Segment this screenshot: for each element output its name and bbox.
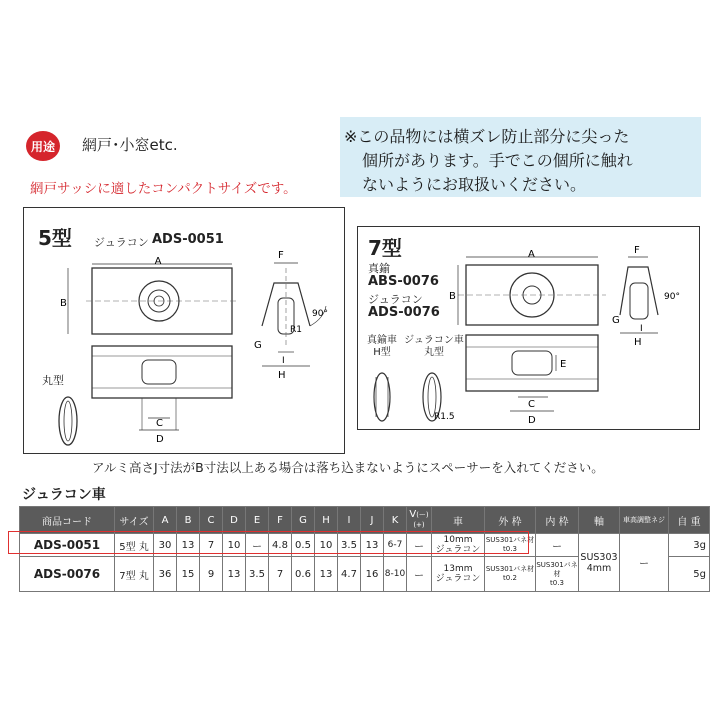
th-adj: 車高調整ネジ	[620, 507, 669, 534]
th-c: C	[200, 507, 223, 534]
dim7-r-label: R1.5	[434, 412, 455, 422]
dim-b-label: B	[60, 298, 67, 309]
row1-i: 3.5	[338, 534, 361, 557]
row2-v: ー	[407, 557, 432, 592]
th-outer: 外 枠	[485, 507, 536, 534]
usage-badge: 用途	[26, 131, 60, 161]
adj-cell: ー	[620, 534, 669, 592]
row1-h: 10	[315, 534, 338, 557]
row2-wheel-mat: ジュラコン	[435, 574, 481, 584]
shaft-cell	[579, 534, 620, 592]
dim7-angle-label: 90°	[664, 292, 680, 302]
row1-outer-t: t0.3	[503, 545, 517, 553]
wheel-round-line2: 丸型	[424, 347, 444, 358]
row1-d: 10	[223, 534, 246, 557]
dim7-i-label: I	[640, 324, 643, 334]
row1-k: 6-7	[384, 534, 407, 557]
dim7-h-label: H	[634, 337, 642, 348]
th-d: D	[223, 507, 246, 534]
dim-angle-label: 90°	[312, 309, 328, 319]
type7-line2: ジュラコン	[368, 293, 423, 306]
row2-outer	[485, 557, 536, 592]
row2-i: 4.7	[338, 557, 361, 592]
row1-j: 13	[361, 534, 384, 557]
th-wheel: 車	[432, 507, 485, 534]
row2-wheel-size: 13mm	[443, 564, 473, 574]
dim7-c-label: C	[528, 399, 535, 410]
dim-f-label: F	[278, 250, 284, 261]
th-v-top: (ー)	[416, 511, 429, 519]
warning-line-1: ※この品物には横ズレ防止部分に尖った	[344, 127, 630, 146]
row2-inner-t: t0.3	[550, 578, 564, 587]
th-h: H	[315, 507, 338, 534]
row2-c: 9	[200, 557, 223, 592]
th-b: B	[177, 507, 200, 534]
round-label: 丸型	[42, 374, 64, 387]
type7-code1: ABS-0076	[368, 274, 439, 289]
type7-title: 7型	[368, 236, 402, 260]
row2-b: 15	[177, 557, 200, 592]
warning-line-3: ないようにお取扱いください。	[362, 175, 587, 194]
th-g: G	[292, 507, 315, 534]
row1-inner: ー	[536, 534, 579, 557]
dim-r1-label: R1	[290, 325, 302, 335]
th-shaft: 軸	[579, 507, 620, 534]
row1-e: ー	[246, 534, 269, 557]
row1-g: 0.5	[292, 534, 315, 557]
diagram-type5	[23, 207, 345, 454]
shaft-size: 4mm	[586, 562, 612, 574]
dim-d-label: D	[156, 434, 164, 445]
type7-code2: ADS-0076	[368, 305, 440, 320]
dim-g-label: G	[254, 340, 262, 351]
type5-subtitle: ジュラコン	[94, 236, 149, 249]
row2-a: 36	[154, 557, 177, 592]
th-v	[407, 507, 432, 534]
diagram-type7	[357, 226, 700, 430]
row1-weight: 3g	[669, 534, 710, 557]
row1-f: 4.8	[269, 534, 292, 557]
type5-code: ADS-0051	[152, 232, 224, 247]
type7-end-view	[620, 267, 658, 315]
row2-h: 13	[315, 557, 338, 592]
row2-inner	[536, 557, 579, 592]
row1-wheel-mat: ジュラコン	[435, 545, 481, 555]
dim7-b-label: B	[449, 291, 456, 302]
row1-wheel-size: 10mm	[443, 535, 473, 545]
th-inner: 内 枠	[536, 507, 579, 534]
highlight-row-frame	[8, 531, 529, 554]
dim7-d-label: D	[528, 415, 536, 426]
row2-d: 13	[223, 557, 246, 592]
row2-g: 0.6	[292, 557, 315, 592]
row2-e: 3.5	[246, 557, 269, 592]
h-wheel-icon	[374, 373, 390, 421]
th-a: A	[154, 507, 177, 534]
row1-c: 7	[200, 534, 223, 557]
th-i: I	[338, 507, 361, 534]
row1-outer-mat: SUS301バネ材	[485, 536, 535, 544]
th-weight: 自 重	[669, 507, 710, 534]
row1-b: 13	[177, 534, 200, 557]
round-wheel-icon	[59, 397, 77, 445]
row1-a: 30	[154, 534, 177, 557]
th-size: サイズ	[115, 507, 154, 534]
th-v-label: V	[409, 509, 417, 520]
dim7-a-label: A	[528, 249, 535, 260]
row2-outer-t: t0.2	[503, 574, 517, 582]
row2-outer-mat: SUS301バネ材	[485, 565, 535, 573]
row2-size: 7型 丸	[115, 557, 154, 592]
usage-text: 網戸･小窓etc.	[82, 136, 178, 154]
warning-box	[340, 117, 701, 197]
row2-j: 16	[361, 557, 384, 592]
th-e: E	[246, 507, 269, 534]
th-j: J	[361, 507, 384, 534]
dim7-e-label: E	[560, 359, 567, 370]
row2-weight: 5g	[669, 557, 710, 592]
type5-side-view	[92, 346, 232, 398]
warning-line-2: 個所があります。手でこの個所に触れ	[362, 151, 633, 170]
dim-c-label: C	[156, 418, 163, 429]
th-v-bot: (+)	[413, 521, 425, 529]
wheel-h-line1: 真鍮車	[367, 335, 397, 346]
th-f: F	[269, 507, 292, 534]
red-note: 網戸サッシに適したコンパクトサイズです。	[30, 181, 297, 197]
dim7-g-label: G	[612, 315, 620, 326]
wheel-h-line2: H型	[373, 347, 391, 358]
row1-code: ADS-0051	[20, 534, 115, 557]
row2-code: ADS-0076	[20, 557, 115, 592]
table-header-row	[20, 507, 710, 534]
type5-title: 5型	[38, 226, 72, 250]
wheel-round-line1: ジュラコン車	[404, 335, 464, 346]
dim-h-label: H	[278, 370, 286, 381]
type7-line1: 真鍮	[368, 262, 390, 275]
row1-v: ー	[407, 534, 432, 557]
row2-k: 8-10	[384, 557, 407, 592]
dim-i-label: I	[282, 356, 285, 366]
spacer-note: アルミ高さJ寸法がB寸法以上ある場合は落ち込まないようにスペーサーを入れてください。	[92, 460, 604, 475]
shaft-mat: SUS303	[580, 551, 618, 563]
dim-a-label: A	[154, 256, 162, 267]
row2-f: 7	[269, 557, 292, 592]
row1-size: 5型 丸	[115, 534, 154, 557]
th-k: K	[384, 507, 407, 534]
dim7-f-label: F	[634, 245, 640, 256]
section-title: ジュラコン車	[22, 487, 106, 503]
type7-side-view	[466, 335, 598, 391]
th-code: 商品コード	[20, 507, 115, 534]
type5-drawing	[24, 208, 344, 453]
type7-drawing	[358, 227, 699, 429]
row2-wheel	[432, 557, 485, 592]
row2-inner-mat: SUS301バネ材	[536, 560, 578, 578]
